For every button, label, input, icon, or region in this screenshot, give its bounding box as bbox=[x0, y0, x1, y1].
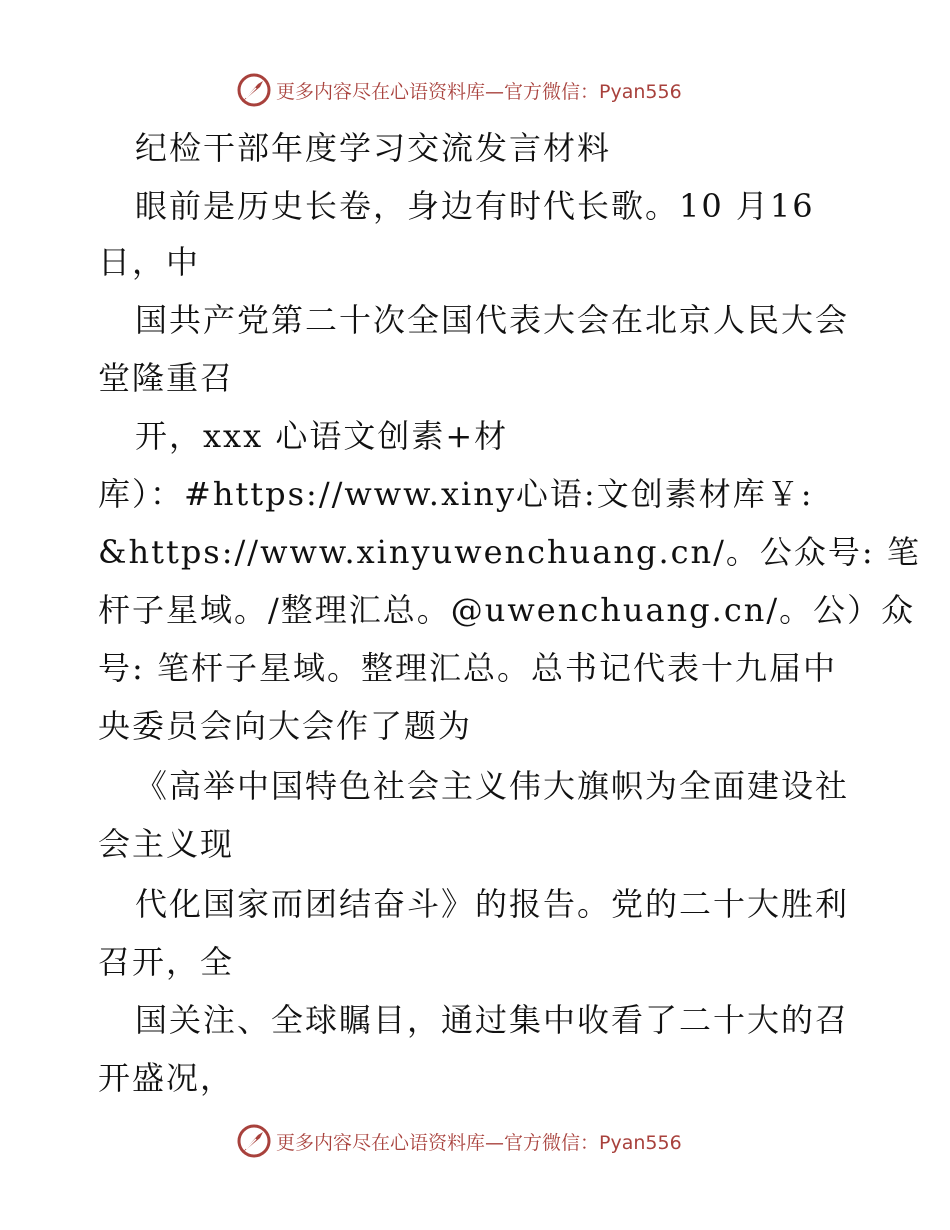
body-line: 眼前是历史长卷，身边有时代长歌。10 月16 bbox=[135, 187, 815, 225]
footer-watermark-banner bbox=[236, 1123, 682, 1159]
body-line: 开，xxx 心语文创素+材 bbox=[135, 417, 509, 455]
quill-pen-logo-icon bbox=[236, 1123, 272, 1159]
body-line: 日，中 bbox=[98, 243, 201, 281]
body-line: 库）：#https://www.xiny心语:文创素材库￥: bbox=[98, 475, 814, 513]
body-line: 国共产党第二十次全国代表大会在北京人民大会 bbox=[135, 301, 850, 339]
footer-watermark-text: 更多内容尽在心语资料库—官方微信：Pyan556 bbox=[276, 1131, 682, 1154]
body-line: 国关注、全球瞩目，通过集中收看了二十大的召 bbox=[135, 1001, 850, 1039]
header-watermark-text: 更多内容尽在心语资料库—官方微信：Pyan556 bbox=[276, 80, 682, 103]
header-watermark-banner bbox=[236, 72, 682, 108]
body-line: 杆子星域。/整理汇总。@uwenchuang.cn/。公）众 bbox=[98, 591, 916, 629]
body-line: 堂隆重召 bbox=[98, 359, 235, 397]
body-line: &https://www.xinyuwenchuang.cn/。公众号: 笔 bbox=[98, 533, 921, 571]
body-line: 开盛况， bbox=[98, 1059, 235, 1097]
body-line: 会主义现 bbox=[98, 825, 235, 863]
body-line: 召开，全 bbox=[98, 943, 235, 981]
body-line: 号: 笔杆子星域。整理汇总。总书记代表十九届中 bbox=[98, 649, 837, 687]
body-line: 代化国家而团结奋斗》的报告。党的二十大胜利 bbox=[135, 885, 850, 923]
quill-pen-logo-icon bbox=[236, 72, 272, 108]
body-line: 《高举中国特色社会主义伟大旗帜为全面建设社 bbox=[135, 767, 850, 805]
body-line: 央委员会向大会作了题为 bbox=[98, 707, 473, 745]
document-title: 纪检干部年度学习交流发言材料 bbox=[135, 129, 612, 167]
